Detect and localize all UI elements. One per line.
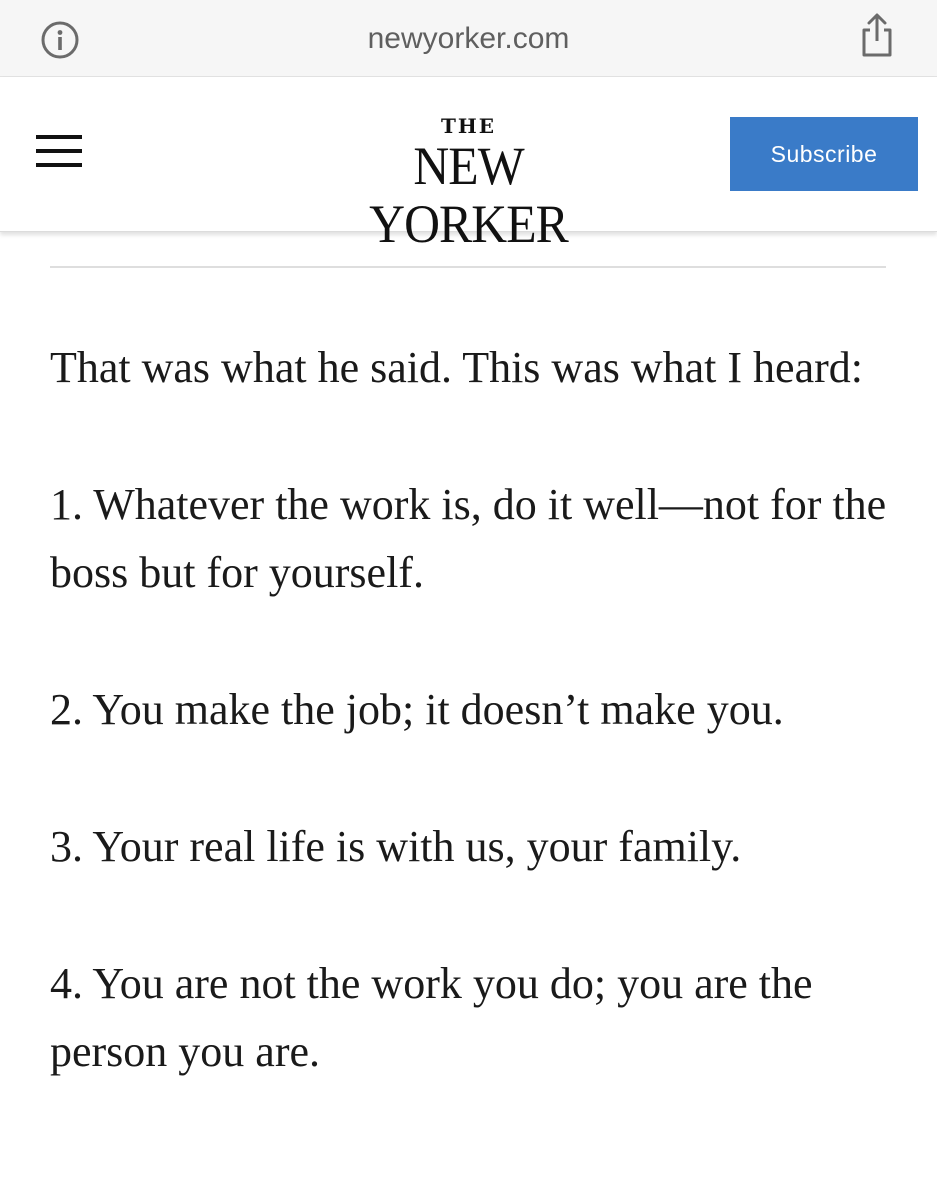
browser-address-bar[interactable]	[0, 0, 937, 77]
logo-the: THE	[440, 114, 497, 138]
share-icon[interactable]	[858, 12, 896, 58]
article-list-item-4: 4. You are not the work you do; you are the person you are.	[50, 959, 813, 1076]
logo-name: NEW YORKER	[369, 136, 568, 254]
url-text[interactable]: newyorker.com	[367, 22, 570, 55]
article-body	[50, 334, 900, 1155]
hamburger-menu-icon[interactable]	[36, 135, 84, 167]
subscribe-button[interactable]: Subscribe	[730, 117, 918, 191]
article-list-item-3: 3. Your real life is with us, your family.	[50, 822, 742, 871]
site-logo[interactable]	[300, 115, 637, 253]
article-list-item-2: 2. You make the job; it doesn’t make you.	[50, 685, 784, 734]
article-paragraph-intro: That was what he said. This was what I heard:	[50, 343, 863, 392]
site-header	[0, 77, 937, 254]
article-divider	[50, 266, 886, 268]
article-list-item-1: 1. Whatever the work is, do it well—not for the boss but for yourself.	[50, 480, 887, 597]
